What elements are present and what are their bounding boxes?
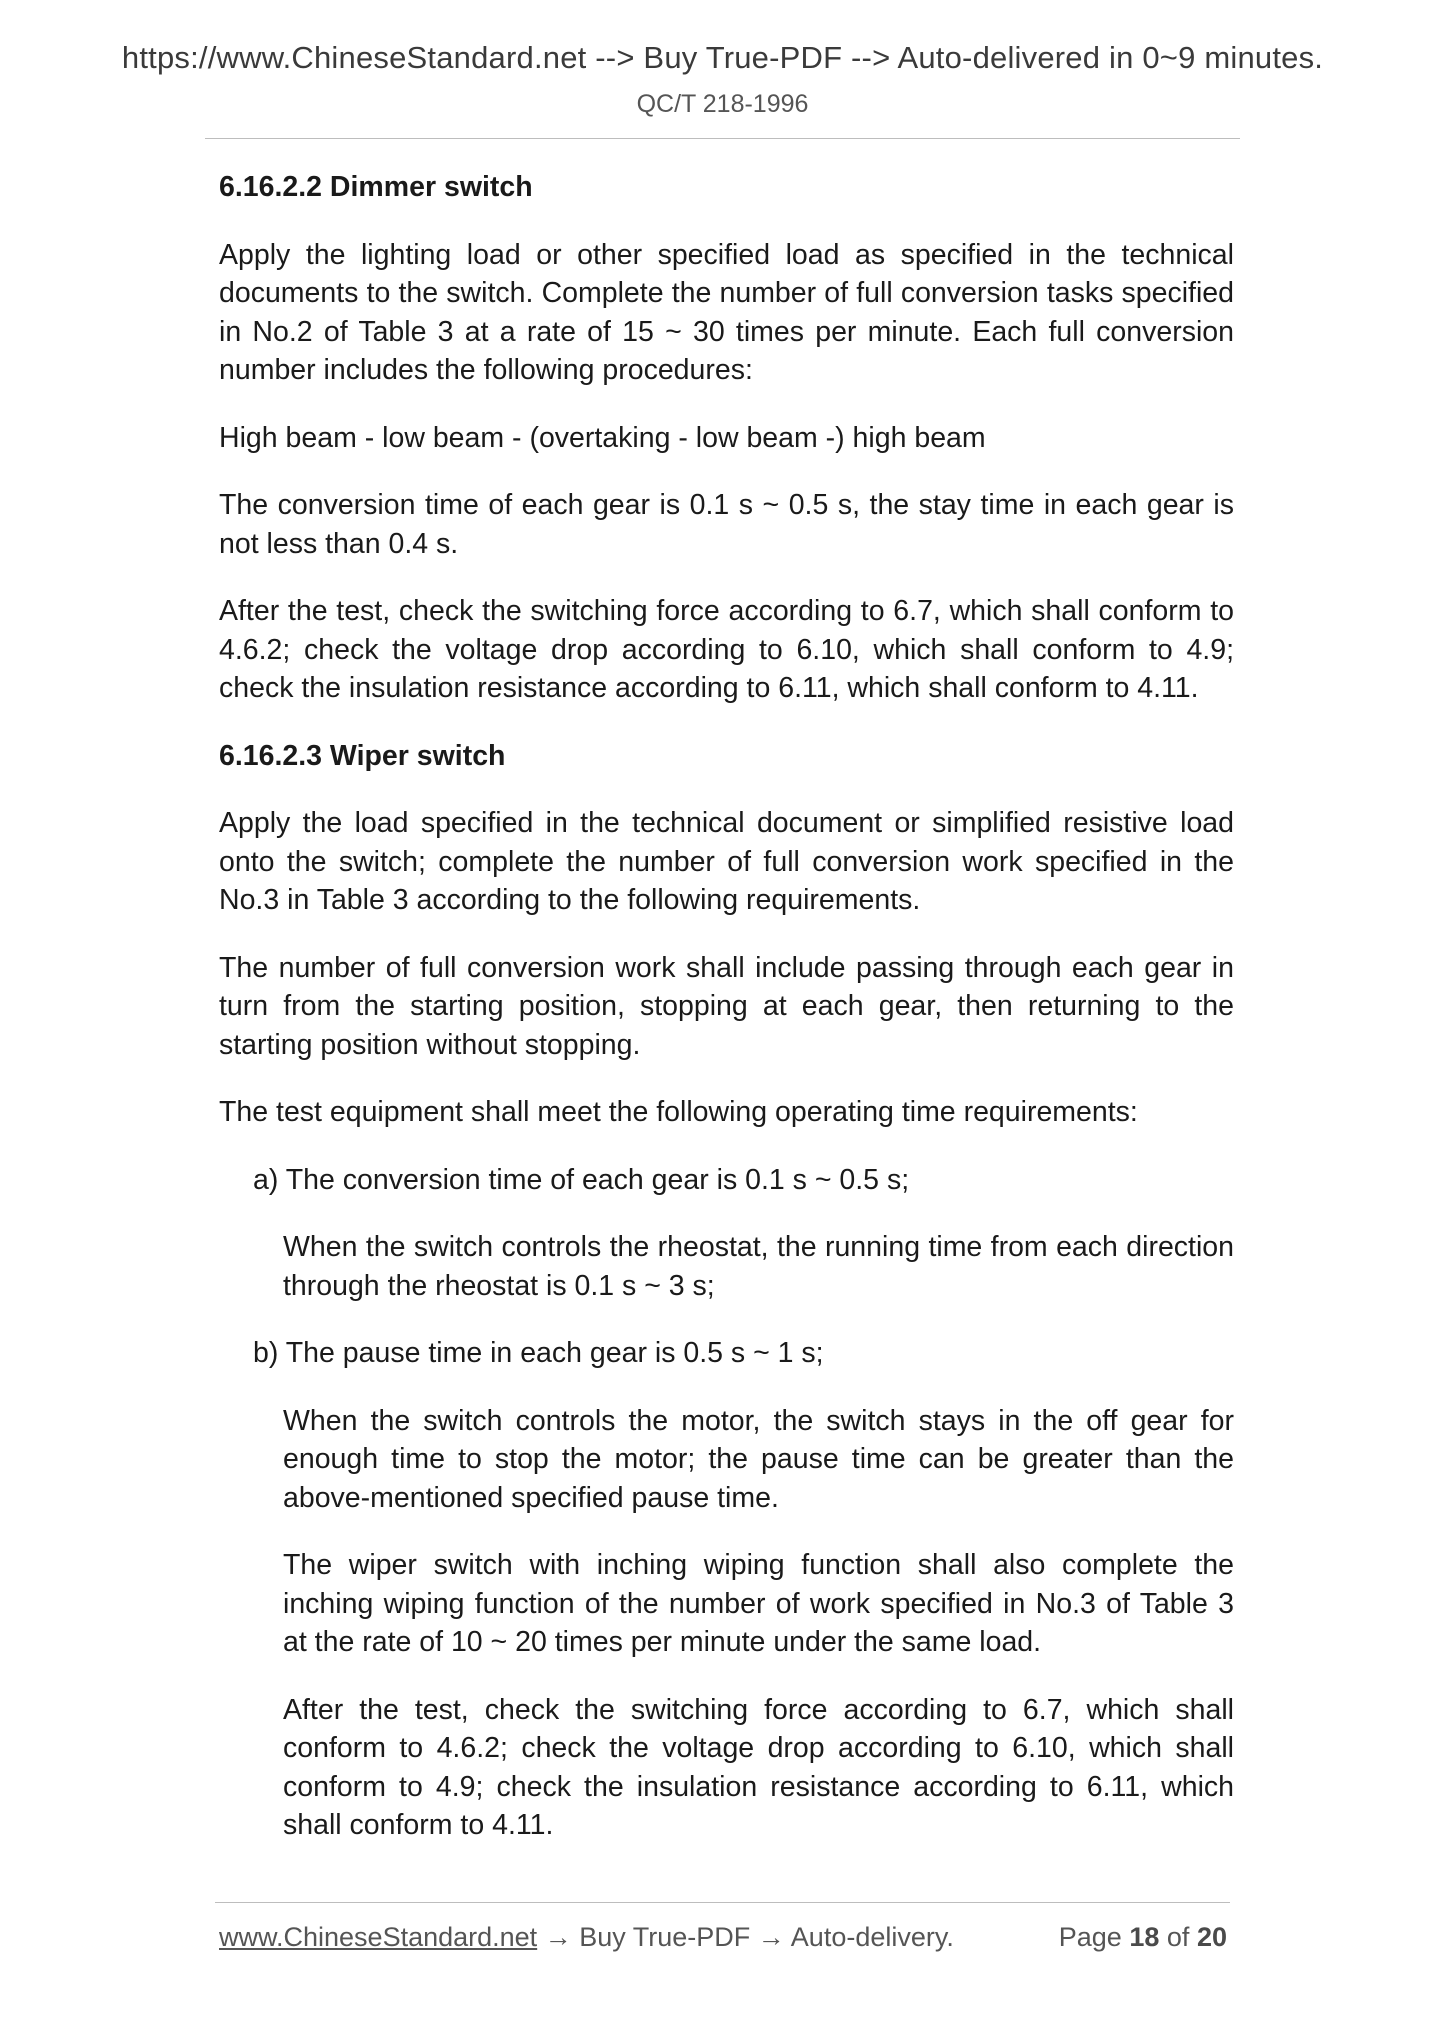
footer-buy-text: Buy True-PDF [579,1922,751,1952]
section-heading-wiper-switch: 6.16.2.3 Wiper switch [219,739,506,772]
footer-left [219,1922,954,1952]
footer-divider [215,1902,1230,1903]
list-item-detail: After the test, check the switching force according to 6.7, which shall conform to 4.6.2; check the voltage drop according to 6.10, which shall conform to 4.9; check the insulation resistance according to 6.11, which shall conform to 4.11. [283,1693,1234,1841]
list-item-b: b) The pause time in each gear is 0.5 s ~ 1 s; [253,1337,824,1369]
section-heading-dimmer-switch: 6.16.2.2 Dimmer switch [219,171,533,203]
list-item-detail: When the switch controls the motor, the switch stays in the off gear for enough time to stop the motor; the pause time can be greater than the above-mentioned specified pause time. [283,1404,1234,1514]
list-item-a: a) The conversion time of each gear is 0.1 s ~ 0.5 s; [253,1163,910,1196]
header-divider [205,138,1240,139]
paragraph: Apply the load specified in the technical document or simplified resistive load onto the switch; complete the number of full conversion work specified in the No.3 in Table 3 according to the following requirements. [219,807,1234,916]
arrow-right-icon: → [544,1922,572,1952]
footer-delivery-text: Auto-delivery. [790,1922,954,1952]
list-item-detail: When the switch controls the rheostat, the running time from each direction through the rheostat is 0.1 s ~ 3 s; [283,1231,1234,1302]
page-label: Page [1058,1922,1122,1952]
page-footer [219,1922,1227,1953]
page-indicator [1059,1922,1227,1953]
paragraph: The test equipment shall meet the following operating time requirements: [219,1096,1138,1128]
paragraph: After the test, check the switching force according to 6.7, which shall conform to 4.6.2; check the voltage drop according to 6.10, which shall conform to 4.9; check the insulation resistance according to 6.11, which shall conform to 4.11. [219,595,1234,704]
paragraph: Apply the lighting load or other specified load as specified in the technical documents to the switch. Complete the number of full conversion tasks specified in No.2 of Table 3 at a rate of 15 ~ 30 times per minute. Each full conversion number includes the following procedures: [219,238,1234,386]
paragraph: The conversion time of each gear is 0.1 s ~ 0.5 s, the stay time in each gear is not less than 0.4 s. [219,489,1234,560]
page-number: 18 [1129,1922,1160,1952]
footer-site-link[interactable]: www.ChineseStandard.net [219,1922,538,1952]
paragraph: The number of full conversion work shall include passing through each gear in turn from the starting position, stopping at each gear, then returning to the starting position without stopping. [219,951,1234,1061]
arrow-right-icon: → [757,1922,785,1952]
total-pages: 20 [1196,1922,1227,1952]
header-url-line: https://www.ChineseStandard.net --> Buy True-PDF --> Auto-delivered in 0~9 minutes. [121,40,1324,75]
paragraph: High beam - low beam - (overtaking - low beam -) high beam [219,421,986,454]
list-item-detail: The wiper switch with inching wiping function shall also complete the inching wiping function of the number of work specified in No.3 of Table 3 at the rate of 10 ~ 20 times per minute under the same load. [283,1549,1234,1658]
of-label: of [1166,1922,1190,1952]
document-body [219,168,1234,1874]
standard-code: QC/T 218-1996 [636,90,809,118]
